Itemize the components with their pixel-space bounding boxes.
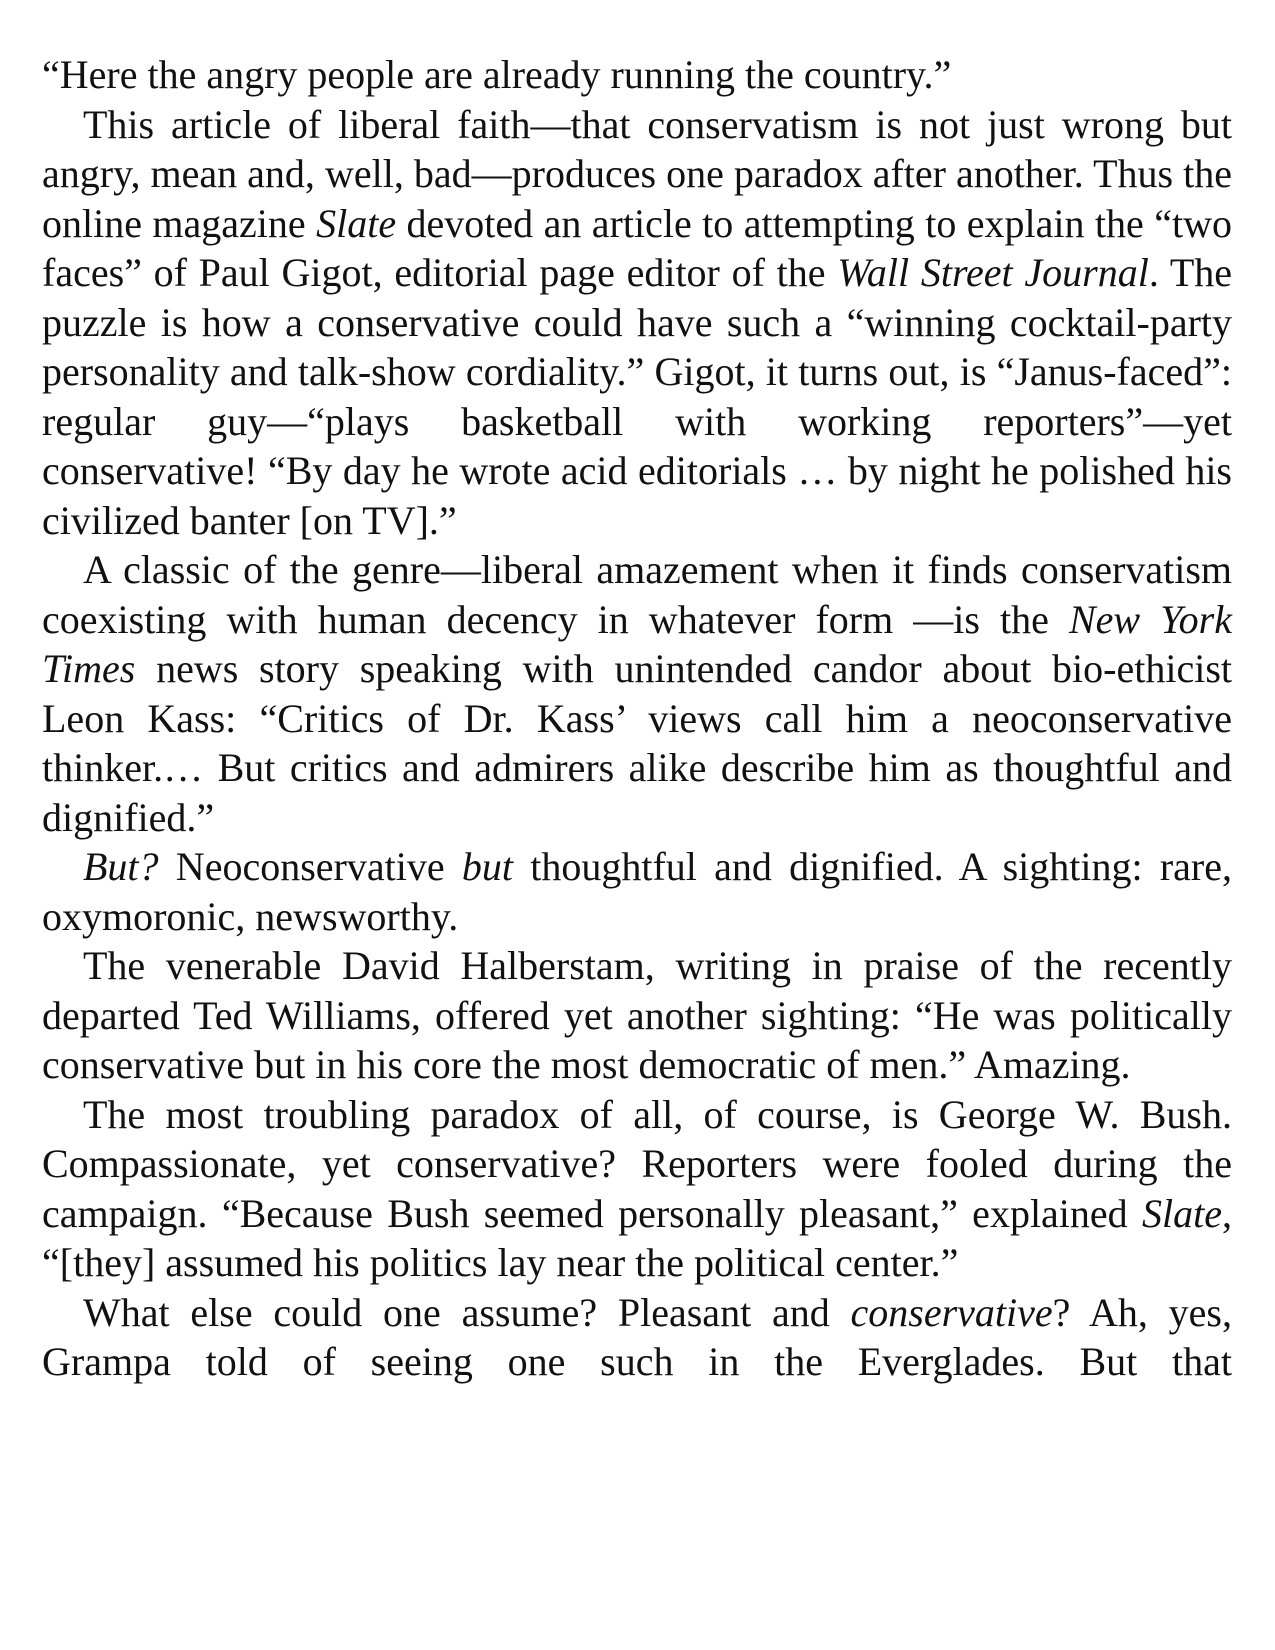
italic-title-wsj: Wall Street Journal — [837, 250, 1149, 295]
text-run: . The puzzle is how a conservative could have such a “winning cocktail-party personality and talk-show cordiality.” Gigot, it turns out, is “Janus-faced”: regular guy—“plays basketball with working reporters”—yet conservative! “By day he wrote acid editorials … by night he polished his civilized banter [on TV].” — [42, 250, 1232, 543]
italic-word: but — [461, 844, 513, 889]
text-run: The venerable David Halberstam, writing in praise of the recently departed Ted Williams, offered yet another sighting: “He was politically conservative but in his core the most democratic of men.” Amazing. — [42, 943, 1232, 1087]
text-run: Neoconservative — [158, 844, 462, 889]
text-run: ? Ah, yes, Grampa told of seeing one such in the Everglades. But that — [42, 1289, 1232, 1384]
text-run: The most troubling paradox of all, of course, is George W. Bush. Compassionate, yet conservative? Reporters were fooled during the campaign. “Because Bush seemed personally pleasant,” explained — [42, 1091, 1232, 1236]
text-run: , “[they] assumed his politics lay near the political center.” — [42, 1190, 1232, 1285]
text-run: A classic of the genre—liberal amazement when it finds conservatism coexisting with human decency in whatever form —is the — [42, 547, 1232, 642]
paragraph-but — [42, 842, 1232, 941]
italic-title-nyt: New York Times — [42, 596, 1233, 691]
italic-word: But? — [83, 844, 159, 889]
italic-title-slate: Slate — [316, 200, 397, 246]
paragraph-bush — [42, 1090, 1232, 1288]
paragraph-kass — [42, 545, 1232, 842]
text-run: thoughtful and dignified. A sighting: rare, oxymoronic, newsworthy. — [42, 844, 1232, 939]
text-run: devoted an article to attempting to explain the “two faces” of Paul Gigot, editorial page editor of the — [42, 200, 1232, 295]
italic-word: conservative — [850, 1289, 1053, 1335]
text-run: “Here the angry people are already running the country.” — [42, 52, 952, 97]
text-run: This article of liberal faith—that conservatism is not just wrong but angry, mean and, well, bad—produces one paradox after another. Thus the online magazine — [42, 101, 1232, 246]
text-run: news story speaking with unintended candor about bio-ethicist Leon Kass: “Critics of Dr. Kass’ views call him a neoconservative thinker.… But critics and admirers alike describe him as thoughtful and dignified.” — [42, 646, 1232, 840]
paragraph-quote-opening — [42, 50, 1232, 100]
paragraph-grampa — [42, 1288, 1232, 1387]
italic-title-slate: Slate — [1142, 1190, 1222, 1236]
paragraph-gigot — [42, 100, 1232, 546]
paragraph-halberstam — [42, 941, 1232, 1090]
book-page — [42, 50, 1232, 1387]
text-run: What else could one assume? Pleasant and — [83, 1289, 851, 1335]
